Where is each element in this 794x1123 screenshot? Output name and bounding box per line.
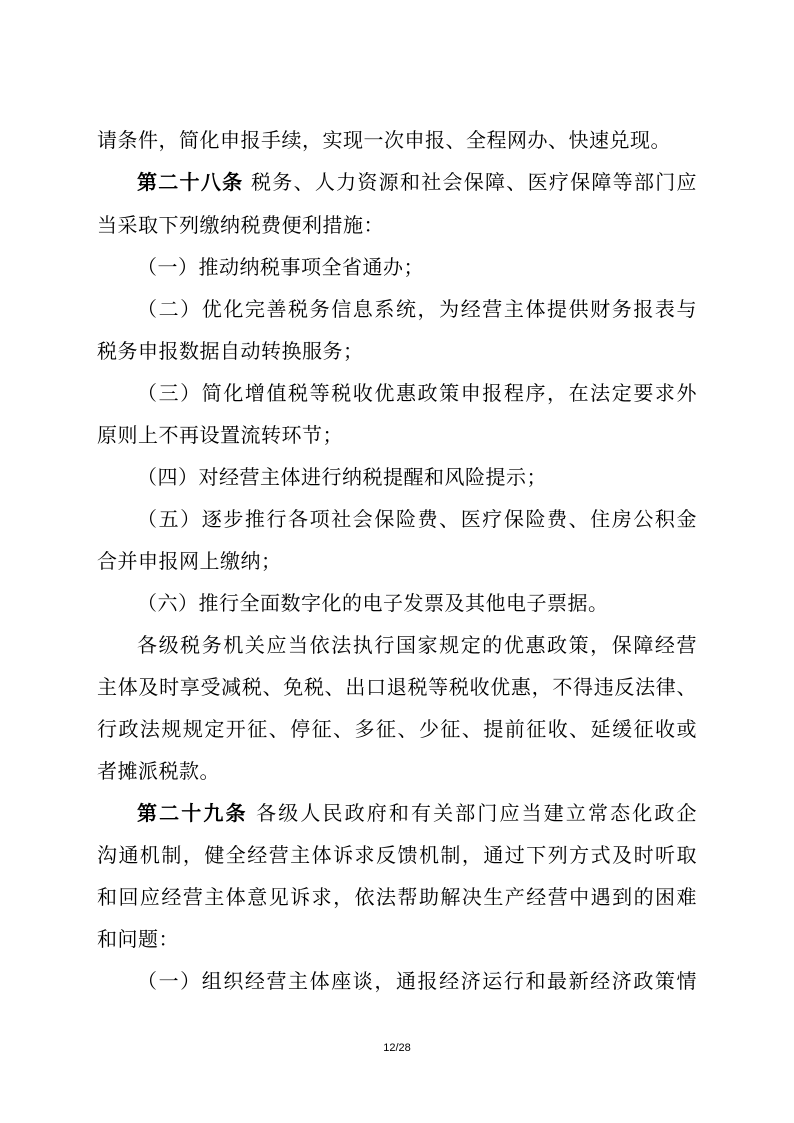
paragraph-line: 和问题：: [97, 927, 179, 951]
paragraph-line: 当采取下列缴纳税费便利措施：: [97, 213, 384, 237]
paragraph-line: 原则上不再设置流转环节；: [97, 423, 343, 447]
article-29-text: 各级人民政府和有关部门应当建立常态化政企: [256, 801, 698, 825]
list-item: （一）推动纳税事项全省通办；: [137, 255, 424, 279]
paragraph-line: 合并申报网上缴纳；: [97, 549, 282, 573]
article-28-text: 税务、人力资源和社会保障、医疗保障等部门应: [251, 170, 698, 194]
list-item: （五）逐步推行各项社会保险费、医疗保险费、住房公积金: [137, 507, 697, 531]
paragraph-line: 沟通机制，健全经营主体诉求反馈机制，通过下列方式及时听取: [97, 843, 697, 867]
list-item: （四）对经营主体进行纳税提醒和风险提示；: [137, 465, 547, 489]
list-item: （二）优化完善税务信息系统，为经营主体提供财务报表与: [137, 297, 697, 321]
article-29-number: 第二十九条: [137, 801, 248, 825]
paragraph-line: 各级税务机关应当依法执行国家规定的优惠政策，保障经营: [137, 633, 697, 657]
article-29-heading-line: [137, 798, 697, 828]
paragraph-line: 请条件，简化申报手续，实现一次申报、全程网办、快速兑现。: [97, 128, 671, 152]
paragraph-line: 者摊派税款。: [97, 759, 220, 783]
paragraph-line: 税务申报数据自动转换服务；: [97, 339, 364, 363]
paragraph-line: 和回应经营主体意见诉求，依法帮助解决生产经营中遇到的困难: [97, 885, 697, 909]
article-28-heading-line: [137, 167, 697, 197]
list-item: （一）组织经营主体座谈，通报经济运行和最新经济政策情: [137, 969, 697, 993]
paragraph-line: 主体及时享受减税、免税、出口退税等税收优惠，不得违反法律、: [97, 675, 697, 699]
list-item: （三）简化增值税等税收优惠政策申报程序，在法定要求外: [137, 381, 697, 405]
article-28-number: 第二十八条: [137, 170, 244, 194]
paragraph-line: 行政法规规定开征、停征、多征、少征、提前征收、延缓征收或: [97, 717, 697, 741]
page-number: 12/28: [383, 1042, 411, 1054]
list-item: （六）推行全面数字化的电子发票及其他电子票据。: [137, 591, 609, 615]
